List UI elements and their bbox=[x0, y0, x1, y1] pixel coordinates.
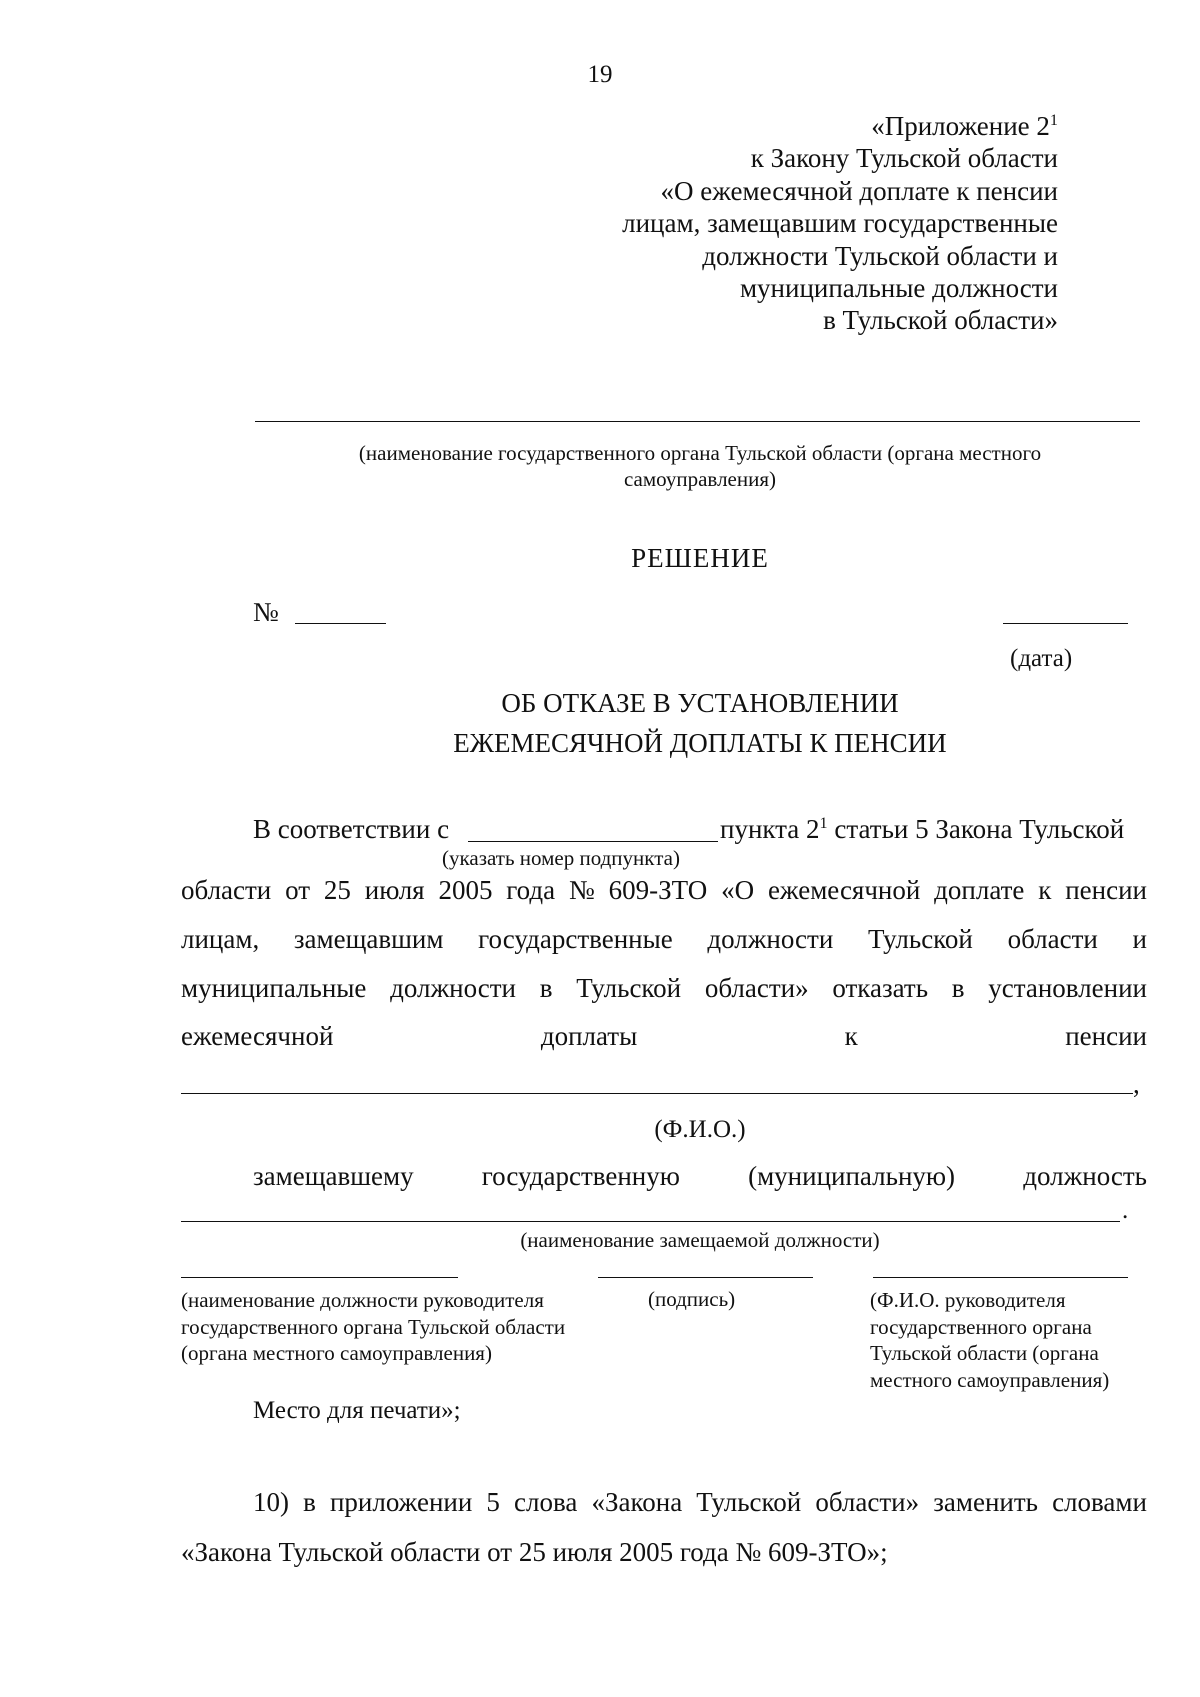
number-line bbox=[295, 623, 386, 624]
appendix-line: лицам, замещавшим государственные bbox=[622, 208, 1058, 239]
word: Тульской bbox=[576, 973, 682, 1003]
word: заменить bbox=[933, 1487, 1038, 1517]
body-line-6 bbox=[253, 1160, 1147, 1192]
caption-line: (Ф.И.О. руководителя bbox=[870, 1288, 1066, 1312]
head-title-line bbox=[181, 1277, 458, 1278]
body-line-1-sup: 1 bbox=[819, 814, 828, 832]
fio-comma: , bbox=[1133, 1069, 1140, 1099]
heading-line-1: ОБ ОТКАЗЕ В УСТАНОВЛЕНИИ bbox=[501, 688, 899, 718]
fio-line bbox=[181, 1093, 1133, 1094]
word: (муниципальную) bbox=[748, 1161, 956, 1191]
word: 5 bbox=[486, 1487, 500, 1517]
word: государственные bbox=[478, 924, 673, 954]
body-line-1-end bbox=[720, 813, 1124, 845]
word: области» bbox=[704, 973, 809, 1003]
word: слова bbox=[514, 1487, 578, 1517]
word: области bbox=[181, 875, 272, 905]
caption-line: Тульской области (органа bbox=[870, 1341, 1099, 1366]
word: должности bbox=[707, 924, 834, 954]
date-line bbox=[1003, 623, 1128, 624]
word: «Закона bbox=[591, 1487, 683, 1517]
appendix-line: муниципальные должности bbox=[739, 272, 1058, 303]
fio-caption: (Ф.И.О.) bbox=[654, 1116, 746, 1143]
word: государственную bbox=[481, 1161, 680, 1191]
word: замещавшим bbox=[293, 924, 444, 954]
caption-line: (органа местного самоуправления) bbox=[181, 1341, 492, 1366]
body-line-5 bbox=[181, 1020, 1147, 1052]
body-line-1-tail: статьи 5 Закона Тульской bbox=[827, 814, 1125, 844]
word: 10) bbox=[253, 1487, 289, 1517]
caption-line: государственного органа Тульской области bbox=[181, 1314, 566, 1339]
appendix-line: к Закону Тульской области bbox=[750, 143, 1058, 174]
word: области bbox=[1007, 924, 1098, 954]
word: № bbox=[568, 875, 595, 905]
word: в bbox=[951, 973, 965, 1003]
body-line-2 bbox=[181, 874, 1147, 906]
org-name-line bbox=[255, 421, 1140, 422]
word: пенсии bbox=[1065, 1021, 1147, 1051]
item-10-line-2: «Закона Тульской области от 25 июля 2005 года № 609-ЗТО»; bbox=[181, 1537, 888, 1567]
heading-line-2: ЕЖЕМЕСЯЧНОЙ ДОПЛАТЫ К ПЕНСИИ bbox=[453, 728, 947, 758]
word: приложении bbox=[329, 1487, 473, 1517]
word: ежемесячной bbox=[767, 875, 921, 905]
word: года bbox=[506, 875, 556, 905]
word: лицам, bbox=[181, 924, 260, 954]
date-caption: (дата) bbox=[1010, 645, 1073, 672]
word: Тульской bbox=[696, 1487, 802, 1517]
word: «О bbox=[721, 875, 755, 905]
appendix-title bbox=[458, 110, 1058, 142]
signature-caption: (подпись) bbox=[648, 1287, 736, 1311]
body-line-1-start: В соответствии с bbox=[253, 814, 450, 844]
word: 2005 bbox=[438, 875, 493, 905]
word: 25 bbox=[323, 875, 351, 905]
seal-place: Место для печати»; bbox=[253, 1397, 461, 1424]
word: установлении bbox=[988, 973, 1147, 1003]
org-caption-1: (наименование государственного органа Тульской области (органа местного bbox=[358, 441, 1042, 465]
word: доплаты bbox=[540, 1021, 638, 1051]
caption-line: местного самоуправления) bbox=[870, 1367, 1110, 1392]
org-caption-2: самоуправления) bbox=[623, 467, 776, 491]
appendix-line: должности Тульской области и bbox=[702, 240, 1058, 271]
head-title-caption bbox=[181, 1287, 565, 1367]
word: доплате bbox=[934, 875, 1025, 905]
word: в bbox=[539, 973, 553, 1003]
position-caption: (наименование замещаемой должности) bbox=[520, 1228, 880, 1252]
subpoint-caption: (указать номер подпункта) bbox=[442, 846, 680, 870]
decision-title: РЕШЕНИЕ bbox=[631, 543, 769, 573]
word: ежемесячной bbox=[181, 1021, 334, 1051]
word: пенсии bbox=[1065, 875, 1147, 905]
body-line-4 bbox=[181, 972, 1147, 1004]
word: Тульской bbox=[867, 924, 973, 954]
appendix-line: в Тульской области» bbox=[823, 305, 1058, 336]
position-period: . bbox=[1122, 1197, 1129, 1224]
page-number: 19 bbox=[587, 61, 613, 88]
item-10-line-1 bbox=[253, 1486, 1147, 1518]
appendix-line: «О ежемесячной доплате к пенсии bbox=[660, 175, 1058, 206]
word: замещавшему bbox=[253, 1161, 414, 1191]
caption-line: (наименование должности руководителя bbox=[181, 1288, 544, 1312]
word: отказать bbox=[832, 973, 929, 1003]
word: муниципальные bbox=[181, 973, 367, 1003]
word: 609-ЗТО bbox=[608, 875, 708, 905]
number-label: № bbox=[253, 597, 279, 627]
appendix-title-text: «Приложение 2 bbox=[871, 111, 1050, 141]
word: к bbox=[844, 1021, 858, 1051]
word: словами bbox=[1052, 1487, 1147, 1517]
word: должность bbox=[1023, 1161, 1147, 1191]
body-line-3 bbox=[181, 923, 1147, 955]
word: должности bbox=[390, 973, 517, 1003]
word: июля bbox=[364, 875, 425, 905]
caption-line: государственного органа bbox=[870, 1314, 1092, 1339]
signature-line bbox=[598, 1277, 813, 1278]
subpoint-line bbox=[468, 841, 718, 842]
word: в bbox=[303, 1487, 316, 1517]
body-line-1-end-text: пункта 2 bbox=[720, 814, 820, 844]
word: и bbox=[1132, 924, 1147, 954]
appendix-title-sup: 1 bbox=[1049, 111, 1058, 129]
word: к bbox=[1038, 875, 1052, 905]
position-line bbox=[181, 1221, 1120, 1222]
word: от bbox=[285, 875, 311, 905]
word: области» bbox=[815, 1487, 920, 1517]
appendix-header bbox=[458, 110, 1058, 337]
head-name-line bbox=[873, 1277, 1128, 1278]
head-name-caption bbox=[870, 1287, 1109, 1394]
